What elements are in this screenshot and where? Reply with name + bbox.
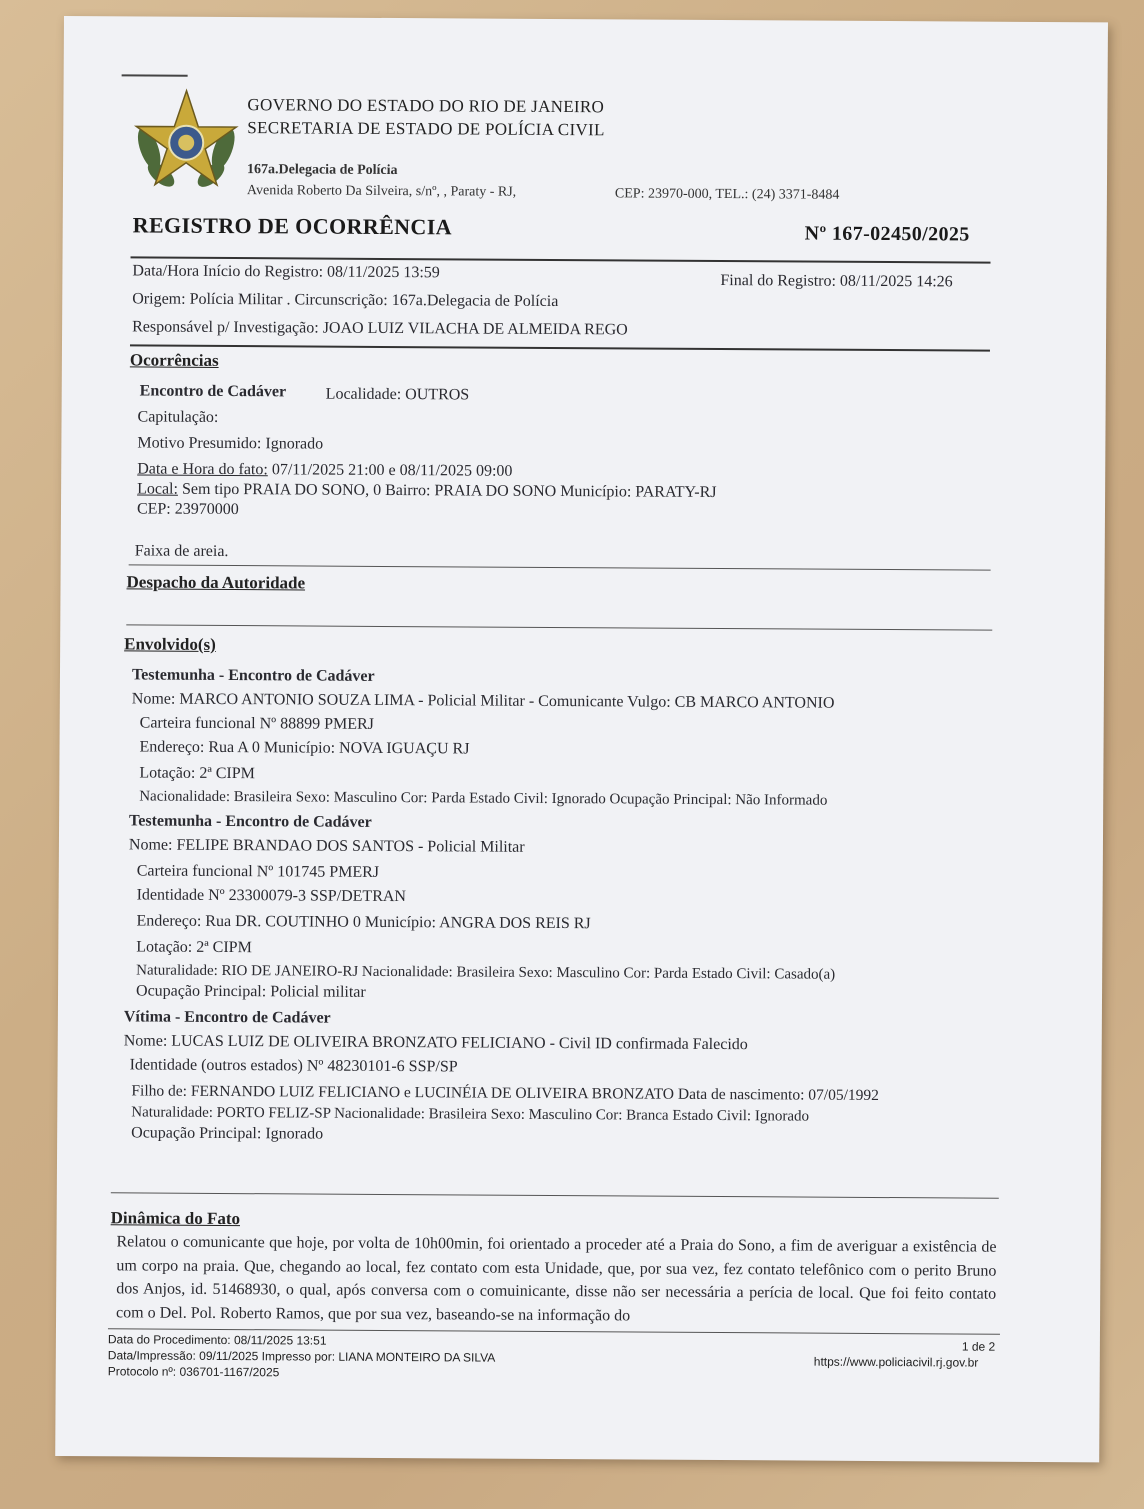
- local-fato: Local: Sem tipo PRAIA DO SONO, 0 Bairro: PRAIA DO SONO Município: PARATY-RJ: [137, 480, 717, 501]
- envolvido-1-nome: Nome: MARCO ANTONIO SOUZA LIMA - Policial Militar - Comunicante Vulgo: CB MARCO ANTONIO: [131, 690, 835, 712]
- vitima-papel: Vítima - Encontro de Cadáver: [123, 1008, 331, 1027]
- origem: Origem: Polícia Militar . Circunscrição: 167a.Delegacia de Polícia: [132, 290, 559, 311]
- data-hora-fato: Data e Hora do fato: 07/11/2025 21:00 e 08/11/2025 09:00: [137, 460, 513, 480]
- envolvido-2-ocupacao: Ocupação Principal: Policial militar: [135, 982, 366, 1001]
- envolvido-1-lotacao: Lotação: 2ª CIPM: [139, 764, 255, 783]
- envolvido-1-endereco: Endereço: Rua A 0 Município: NOVA IGUAÇU RJ: [139, 738, 470, 758]
- vitima-nome: Nome: LUCAS LUIZ DE OLIVEIRA BRONZATO FELICIANO - Civil ID confirmada Falecido: [123, 1032, 748, 1054]
- unit-address: Avenida Roberto Da Silveira, s/nº, , Paraty - RJ,: [246, 183, 517, 200]
- divider: [111, 1192, 999, 1198]
- vitima-ocupacao: Ocupação Principal: Ignorado: [131, 1124, 324, 1143]
- envolvido-2-endereco: Endereço: Rua DR. COUTINHO 0 Município: ANGRA DOS REIS RJ: [136, 912, 591, 933]
- section-envolvidos: Envolvido(s): [124, 634, 216, 654]
- footer-page-number: 1 de 2: [961, 1339, 996, 1354]
- registro-inicio: Data/Hora Início do Registro: 08/11/2025 13:59: [132, 262, 440, 282]
- envolvido-2-naturalidade: Naturalidade: RIO DE JANEIRO-RJ Nacionalidade: Brasileira Sexo: Masculino Cor: Parda Estado Civil: Casado(a): [136, 962, 836, 983]
- footer-protocolo: Protocolo nº: 036701-1167/2025: [107, 1364, 280, 1380]
- gov-line-1: GOVERNO DO ESTADO DO RIO DE JANEIRO: [247, 95, 605, 117]
- faixa-de-areia: Faixa de areia.: [134, 542, 229, 561]
- responsavel: Responsável p/ Investigação: JOAO LUIZ VILACHA DE ALMEIDA REGO: [132, 318, 628, 339]
- cep: CEP: 23970000: [136, 500, 239, 519]
- ocorrencia-localidade: Localidade: OUTROS: [325, 385, 470, 404]
- envolvido-2-carteira: Carteira funcional Nº 101745 PMERJ: [136, 862, 380, 881]
- vitima-identidade: Identidade (outros estados) Nº 48230101-6 SSP/SP: [129, 1056, 458, 1076]
- envolvido-2-papel: Testemunha - Encontro de Cadáver: [129, 812, 372, 831]
- unit-contact: CEP: 23970-000, TEL.: (24) 3371-8484: [614, 186, 840, 203]
- capitulacao: Capitulação:: [137, 408, 219, 426]
- motivo-presumido: Motivo Presumido: Ignorado: [137, 434, 324, 453]
- gov-line-2: SECRETARIA DE ESTADO DE POLÍCIA CIVIL: [247, 118, 605, 140]
- document-number: Nº 167-02450/2025: [804, 222, 970, 246]
- envolvido-1-papel: Testemunha - Encontro de Cadáver: [131, 666, 375, 685]
- section-despacho: Despacho da Autoridade: [126, 572, 306, 593]
- dinamica-texto: Relatou o comunicante que hoje, por volta de 10h00min, foi orientado a proceder até a Praia do Sono, a fim de averiguar a existência de um corpo na praia. Que, chegando ao local, fez contato com esta Unidade, que, por sua vez, fez contato telefônico com o perito Bruno dos Anjos, id. 51468930, o qual, após conversa com o comuinicante, disse não ser necessária a perícia de local. Que foi feito contato com o Del. Pol. Roberto Ramos, que por sua vez, baseando-se na informação do: [116, 1233, 997, 1324]
- envolvido-1-nacionalidade: Nacionalidade: Brasileira Sexo: Masculino Cor: Parda Estado Civil: Ignorado Ocupação Principal: Não Informado: [139, 788, 828, 809]
- unit-name: 167a.Delegacia de Polícia: [247, 162, 398, 179]
- envolvido-1-carteira: Carteira funcional Nº 88899 PMERJ: [139, 714, 374, 733]
- footer-impressao: Data/Impressão: 09/11/2025 Impresso por: LIANA MONTEIRO DA SILVA: [107, 1348, 496, 1365]
- vitima-filiacao: Filho de: FERNANDO LUIZ FELICIANO e LUCINÉIA DE OLIVEIRA BRONZATO Data de nascimento: 07/05/1992: [131, 1082, 879, 1104]
- vitima-naturalidade: Naturalidade: PORTO FELIZ-SP Nacionalidade: Brasileira Sexo: Masculino Cor: Branca Estado Civil: Ignorado: [131, 1104, 810, 1125]
- document-page: [55, 16, 1108, 1462]
- envolvido-2-identidade: Identidade Nº 23300079-3 SSP/DETRAN: [136, 886, 407, 906]
- divider: [130, 344, 990, 351]
- document-title: REGISTRO DE OCORRÊNCIA: [132, 212, 453, 240]
- section-dinamica: Dinâmica do Fato: [110, 1208, 241, 1229]
- police-star-emblem-icon: [131, 86, 242, 197]
- registro-final: Final do Registro: 08/11/2025 14:26: [720, 272, 953, 291]
- ocorrencia-tipo: Encontro de Cadáver: [139, 382, 287, 401]
- section-ocorrencias: Ocorrências: [129, 350, 219, 370]
- envolvido-2-nome: Nome: FELIPE BRANDAO DOS SANTOS - Policial Militar: [128, 836, 525, 856]
- footer-url: https://www.policiacivil.rj.gov.br: [813, 1354, 979, 1370]
- envolvido-2-lotacao: Lotação: 2ª CIPM: [136, 938, 252, 957]
- top-mark: [122, 74, 188, 76]
- footer-procedimento: Data do Procedimento: 08/11/2025 13:51: [107, 1332, 327, 1348]
- divider: [126, 624, 992, 630]
- divider: [129, 564, 991, 570]
